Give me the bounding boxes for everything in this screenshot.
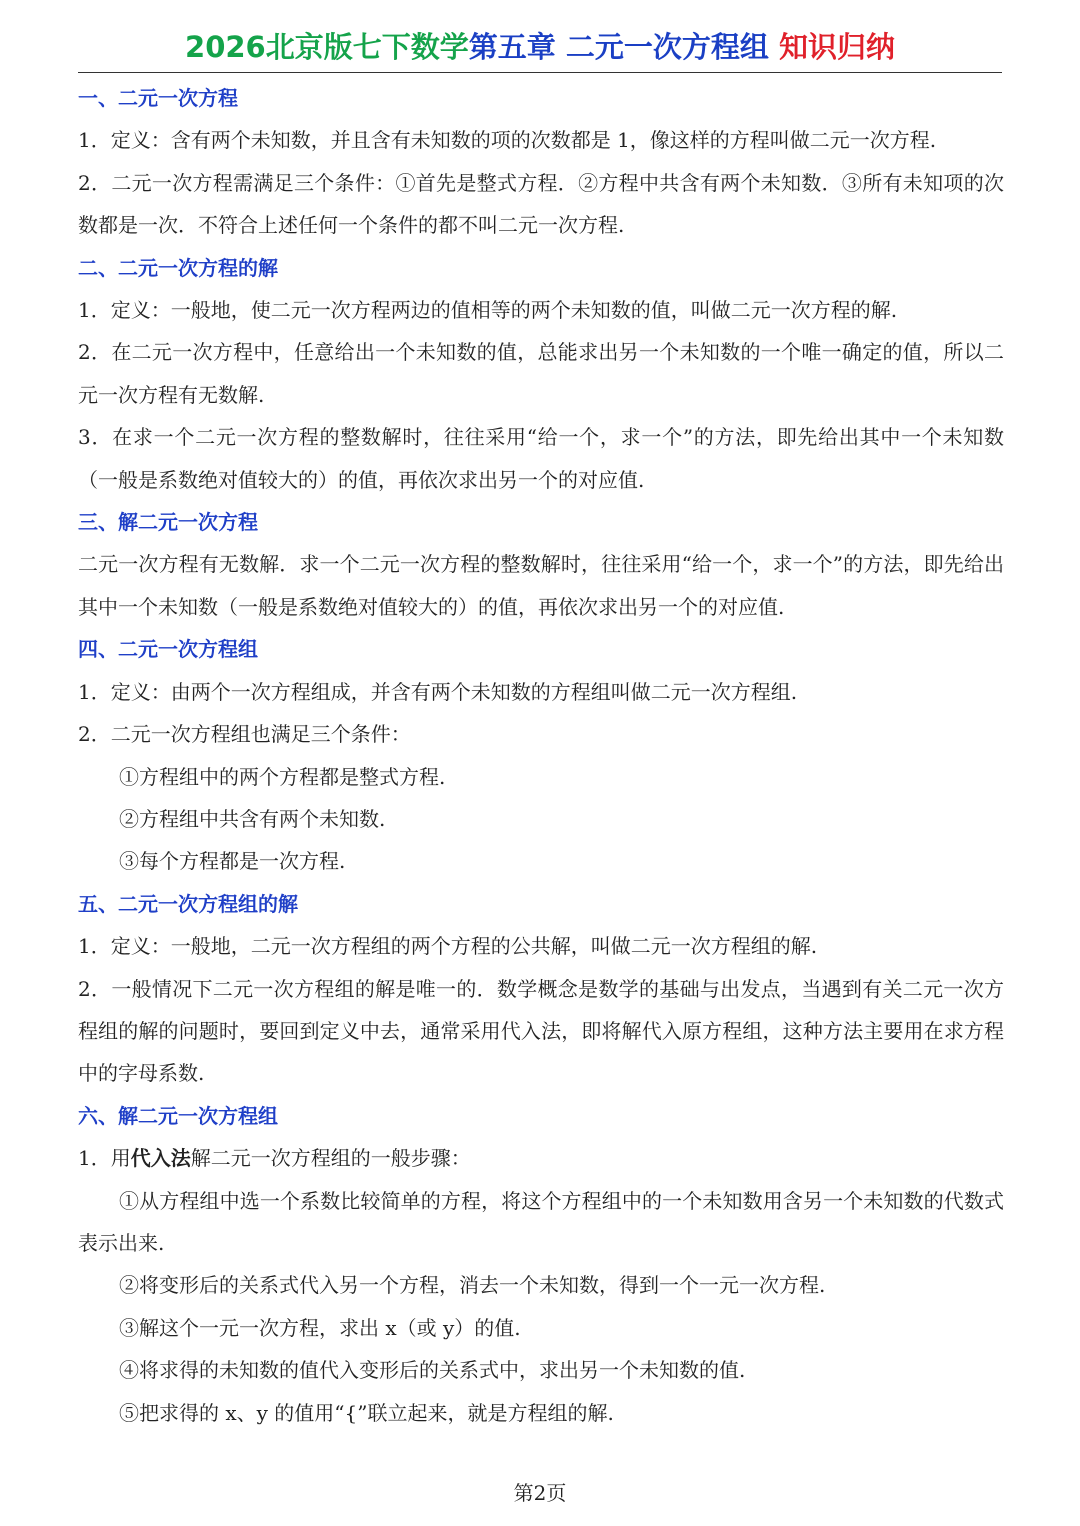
paragraph: 2．一般情况下二元一次方程组的解是唯一的．数学概念是数学的基础与出发点，当遇到有关二元一次方程组的解的问题时，要回到定义中去，通常采用代入法，即将解代入原方程组，这种方法主要用在求方程中的字母系数. [78, 976, 1004, 1086]
section-heading: 一、二元一次方程 [78, 86, 238, 110]
title-chapter-part: 第五章 二元一次方程组 [468, 30, 769, 64]
paragraph: 1．定义：一般地，二元一次方程组的两个方程的公共解，叫做二元一次方程组的解. [78, 934, 818, 959]
paragraph: 2．在二元一次方程中，任意给出一个未知数的值，总能求出另一个未知数的一个唯一确定的值，所以二元一次方程有无数解. [78, 340, 1004, 407]
section-linear-equation [78, 77, 1004, 247]
section-equation-system [78, 628, 1004, 882]
section-solve-system [78, 1095, 1004, 1434]
list-item: ②方程组中共含有两个未知数. [119, 806, 386, 831]
paragraph: 1．定义：一般地，使二元一次方程两边的值相等的两个未知数的值，叫做二元一次方程的解. [78, 298, 898, 323]
section-heading: 六、解二元一次方程组 [78, 1103, 278, 1128]
page-number: 第2页 [513, 1481, 567, 1505]
paragraph: 二元一次方程有无数解．求一个二元一次方程的整数解时，往往采用“给一个，求一个”的方法，即先给出其中一个未知数（一般是系数绝对值较大的）的值，再依次求出另一个的对应值. [78, 552, 1004, 619]
section-solve-equation [78, 501, 1004, 628]
substitution-method-term: 代入法 [130, 1146, 191, 1171]
section-heading: 五、二元一次方程组的解 [78, 891, 298, 916]
section-heading: 四、二元一次方程组 [78, 637, 258, 662]
intro-prefix: 1．用 [78, 1146, 131, 1171]
section-system-solution [78, 883, 1004, 1095]
section-equation-solution [78, 247, 1004, 501]
title-summary-part: 知识归纳 [778, 30, 895, 64]
list-item: ①方程组中的两个方程都是整式方程. [119, 764, 446, 789]
intro-suffix: 解二元一次方程组的一般步骤： [190, 1146, 471, 1171]
page-title [78, 22, 1002, 72]
paragraph: 1．定义：含有两个未知数，并且含有未知数的项的次数都是 1，像这样的方程叫做二元一次方程. [78, 128, 937, 153]
document-body [78, 77, 1004, 1434]
list-item: ③每个方程都是一次方程. [119, 849, 346, 874]
paragraph: 1．定义：由两个一次方程组成，并含有两个未知数的方程组叫做二元一次方程组. [78, 679, 798, 704]
header-divider [78, 72, 1002, 73]
list-item: ④将求得的未知数的值代入变形后的关系式中，求出另一个未知数的值. [119, 1358, 746, 1383]
list-item: ②将变形后的关系式代入另一个方程，消去一个未知数，得到一个一元一次方程. [119, 1273, 826, 1298]
section-heading: 二、二元一次方程的解 [78, 255, 278, 280]
paragraph: 3．在求一个二元一次方程的整数解时，往往采用“给一个，求一个”的方法，即先给出其中一个未知数（一般是系数绝对值较大的）的值，再依次求出另一个的对应值. [78, 425, 1004, 492]
paragraph: 2．二元一次方程组也满足三个条件： [78, 722, 411, 747]
paragraph: 2．二元一次方程需满足三个条件：①首先是整式方程．②方程中共含有两个未知数．③所有未知项的次数都是一次．不符合上述任何一个条件的都不叫二元一次方程. [78, 170, 1004, 238]
substitution-method-intro [78, 1137, 1004, 1179]
list-item: ①从方程组中选一个系数比较简单的方程，将这个方程组中的一个未知数用含另一个未知数的代数式表示出来. [78, 1188, 1004, 1255]
list-item: ③解这个一元一次方程，求出 x（或 y）的值. [119, 1315, 521, 1340]
title-grade-part: 2026北京版七下数学 [185, 30, 469, 64]
list-item: ⑤把求得的 x、y 的值用“{”联立起来，就是方程组的解. [119, 1400, 614, 1425]
section-heading: 三、解二元一次方程 [78, 510, 258, 535]
